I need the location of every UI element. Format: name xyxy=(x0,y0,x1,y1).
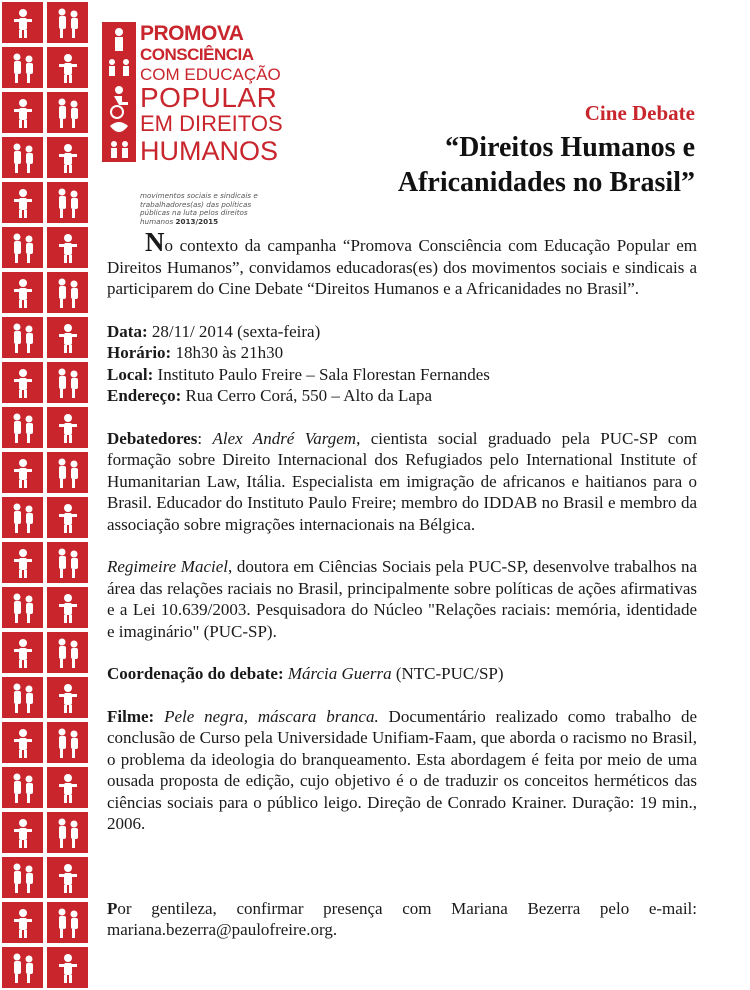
film-title: Pele negra, máscara branca. xyxy=(164,706,379,726)
border-tile xyxy=(0,585,45,630)
child-icon xyxy=(5,95,41,131)
border-tile xyxy=(45,585,90,630)
border-tile xyxy=(45,900,90,945)
child-icon xyxy=(5,635,41,671)
child-icon xyxy=(50,680,86,716)
child-icon xyxy=(5,455,41,491)
address-label: Endereço: xyxy=(107,386,182,405)
debater-2-name: Regimeire Maciel xyxy=(107,557,229,576)
border-tile xyxy=(45,180,90,225)
border-tile xyxy=(0,630,45,675)
page-header xyxy=(398,100,695,200)
logo-tagline xyxy=(140,192,270,226)
border-tile xyxy=(0,675,45,720)
elderly-icon xyxy=(50,185,86,221)
time-value: 18h30 às 21h30 xyxy=(171,343,284,362)
border-tile xyxy=(45,270,90,315)
child-icon xyxy=(50,950,86,986)
border-tile xyxy=(0,495,45,540)
place-value: Instituto Paulo Freire – Sala Florestan Fernandes xyxy=(153,364,490,384)
border-tile xyxy=(0,405,45,450)
border-tile xyxy=(0,0,45,45)
elderly-icon xyxy=(5,410,41,446)
debater-2-bio: , doutora em Ciências Sociais pela PUC-SP, desenvolve trabalhos na área das relações raciais no Brasil, principalmente sobre políticas de ações afirmativas e a Lei 10.639/2003. Pesquisadora do Núcleo "Relações raciais: memória, identidade e imaginário" (PUC-SP). xyxy=(107,557,697,641)
child-icon xyxy=(5,545,41,581)
border-tile xyxy=(0,720,45,765)
rsvp-paragraph xyxy=(107,898,697,941)
border-tile xyxy=(0,765,45,810)
logo-line-4: POPULAR xyxy=(140,82,278,113)
document-body xyxy=(107,227,698,941)
elderly-icon xyxy=(5,860,41,896)
event-date xyxy=(107,321,697,343)
event-time xyxy=(107,342,697,364)
intro-paragraph xyxy=(107,227,697,300)
child-icon xyxy=(50,230,86,266)
debater-2-paragraph xyxy=(107,556,697,642)
elderly-icon xyxy=(50,635,86,671)
child-icon xyxy=(50,50,86,86)
child-icon xyxy=(50,320,86,356)
place-label: Local: xyxy=(107,364,154,384)
border-tile xyxy=(45,630,90,675)
border-tile xyxy=(45,90,90,135)
border-tile xyxy=(45,765,90,810)
logo-line-2: CONSCIÊNCIA xyxy=(140,45,254,64)
child-icon xyxy=(50,860,86,896)
decorative-border xyxy=(0,0,90,983)
border-tile xyxy=(45,360,90,405)
logo-line-3: COM EDUCAÇÃO xyxy=(140,65,281,84)
debater-1-name: Alex André Vargem xyxy=(212,428,357,448)
elderly-icon xyxy=(50,905,86,941)
child-icon xyxy=(50,500,86,536)
child-icon xyxy=(5,365,41,401)
border-tile xyxy=(45,675,90,720)
border-tile xyxy=(45,135,90,180)
logo-line-5: EM DIREITOS xyxy=(140,111,283,136)
elderly-icon xyxy=(5,140,41,176)
border-tile xyxy=(0,810,45,855)
rsvp-first-letter: P xyxy=(107,898,118,918)
elderly-icon xyxy=(50,5,86,41)
logo-line-6: HUMANOS xyxy=(140,136,279,166)
border-tile xyxy=(0,315,45,360)
debater-1-paragraph xyxy=(107,428,697,536)
logo-line-1: PROMOVA xyxy=(140,22,244,45)
rsvp-text: or gentileza, confirmar presença com Mariana Bezerra pelo e-mail: mariana.bezerra@paulofreire.org. xyxy=(107,898,697,939)
intro-text: o contexto da campanha “Promova Consciência com Educação Popular em Direitos Humanos”, convidamos educadoras(es) dos movimentos sociais e sindicais a participarem do Cine Debate “Direitos Humanos e a Africanidades no Brasil”. xyxy=(107,236,697,298)
border-tile xyxy=(0,45,45,90)
page-title xyxy=(398,130,695,200)
title-line-2: Africanidades no Brasil” xyxy=(397,167,695,198)
border-tile xyxy=(0,855,45,900)
title-line-1: “Direitos Humanos e xyxy=(445,132,695,163)
border-tile xyxy=(0,360,45,405)
date-value: 28/11/ 2014 (sexta-feira) xyxy=(147,321,321,341)
date-label: Data: xyxy=(107,321,148,341)
child-icon xyxy=(50,590,86,626)
debaters-sep: : xyxy=(197,428,213,448)
border-tile xyxy=(45,945,90,990)
child-icon xyxy=(50,140,86,176)
elderly-icon xyxy=(5,50,41,86)
logo-years: 2013/2015 xyxy=(175,216,219,226)
border-tile xyxy=(0,90,45,135)
coordination-label: Coordenação do debate: xyxy=(107,664,284,683)
elderly-icon xyxy=(5,320,41,356)
border-tile xyxy=(45,450,90,495)
elderly-icon xyxy=(5,950,41,986)
drop-cap: N xyxy=(145,227,165,257)
logo-tagline-text: movimentos sociais e sindicais e trabalhadores(as) das políticas públicas na luta pelos direitos humanos xyxy=(140,191,258,226)
child-icon xyxy=(5,185,41,221)
border-tile xyxy=(45,225,90,270)
border-tile xyxy=(45,495,90,540)
elderly-icon xyxy=(50,545,86,581)
logo-figures-icon xyxy=(102,22,136,162)
child-icon xyxy=(5,905,41,941)
child-icon xyxy=(50,410,86,446)
debaters-label: Debatedores xyxy=(107,428,198,448)
child-icon xyxy=(5,815,41,851)
elderly-icon xyxy=(5,500,41,536)
child-icon xyxy=(5,5,41,41)
border-tile xyxy=(0,225,45,270)
elderly-icon xyxy=(5,230,41,266)
border-tile xyxy=(0,270,45,315)
elderly-icon xyxy=(5,590,41,626)
coordinator-affiliation: (NTC-PUC/SP) xyxy=(391,664,504,683)
border-tile xyxy=(0,900,45,945)
border-tile xyxy=(0,180,45,225)
child-icon xyxy=(5,725,41,761)
address-value: Rua Cerro Corá, 550 – Alto da Lapa xyxy=(181,386,432,405)
child-icon xyxy=(50,770,86,806)
border-tile xyxy=(45,405,90,450)
elderly-icon xyxy=(5,680,41,716)
border-tile xyxy=(45,315,90,360)
film-description: Documentário realizado como trabalho de conclusão de Curso pela Universidade Unifiam-Faam, que aborda o racismo no Brasil, o problema da ideologia do branqueamento. Esta abordagem é feita por meio de uma ousada proposta de edição, cujo objetivo é o de traduzir os conceitos herméticos das ciências sociais para o público leigo. Direção de Conrado Krainer. Duração: 19 min., 2006. xyxy=(107,706,698,833)
film-label: Filme: xyxy=(107,706,155,726)
time-label: Horário: xyxy=(107,343,172,362)
event-place xyxy=(107,364,697,386)
border-tile xyxy=(45,540,90,585)
child-icon xyxy=(5,275,41,311)
border-tile xyxy=(45,720,90,765)
coordinator-name: Márcia Guerra xyxy=(287,664,392,683)
campaign-logo xyxy=(102,22,283,226)
elderly-icon xyxy=(5,770,41,806)
elderly-icon xyxy=(50,455,86,491)
border-tile xyxy=(0,450,45,495)
border-tile xyxy=(45,810,90,855)
film-paragraph xyxy=(107,706,697,835)
elderly-icon xyxy=(50,725,86,761)
border-tile xyxy=(45,855,90,900)
coordination-paragraph xyxy=(107,663,697,685)
border-tile xyxy=(0,135,45,180)
elderly-icon xyxy=(50,815,86,851)
elderly-icon xyxy=(50,95,86,131)
elderly-icon xyxy=(50,275,86,311)
debater-1-bio: , cientista social graduado pela PUC-SP com formação sobre Direito Internacional dos Refugiados pelo International Institute of Humanitarian Law, Itália. Especialista em imigração de africanos e haitianos para o Brasil. Educador do Instituto Paulo Freire; membro do IDDAB no Brasil e membro da associação sobre migrações internacionais na Bélgica. xyxy=(107,428,697,534)
elderly-icon xyxy=(50,365,86,401)
border-tile xyxy=(45,0,90,45)
border-tile xyxy=(45,45,90,90)
border-tile xyxy=(0,540,45,585)
border-tile xyxy=(0,945,45,990)
kicker: Cine Debate xyxy=(584,101,695,125)
event-address xyxy=(107,385,697,407)
